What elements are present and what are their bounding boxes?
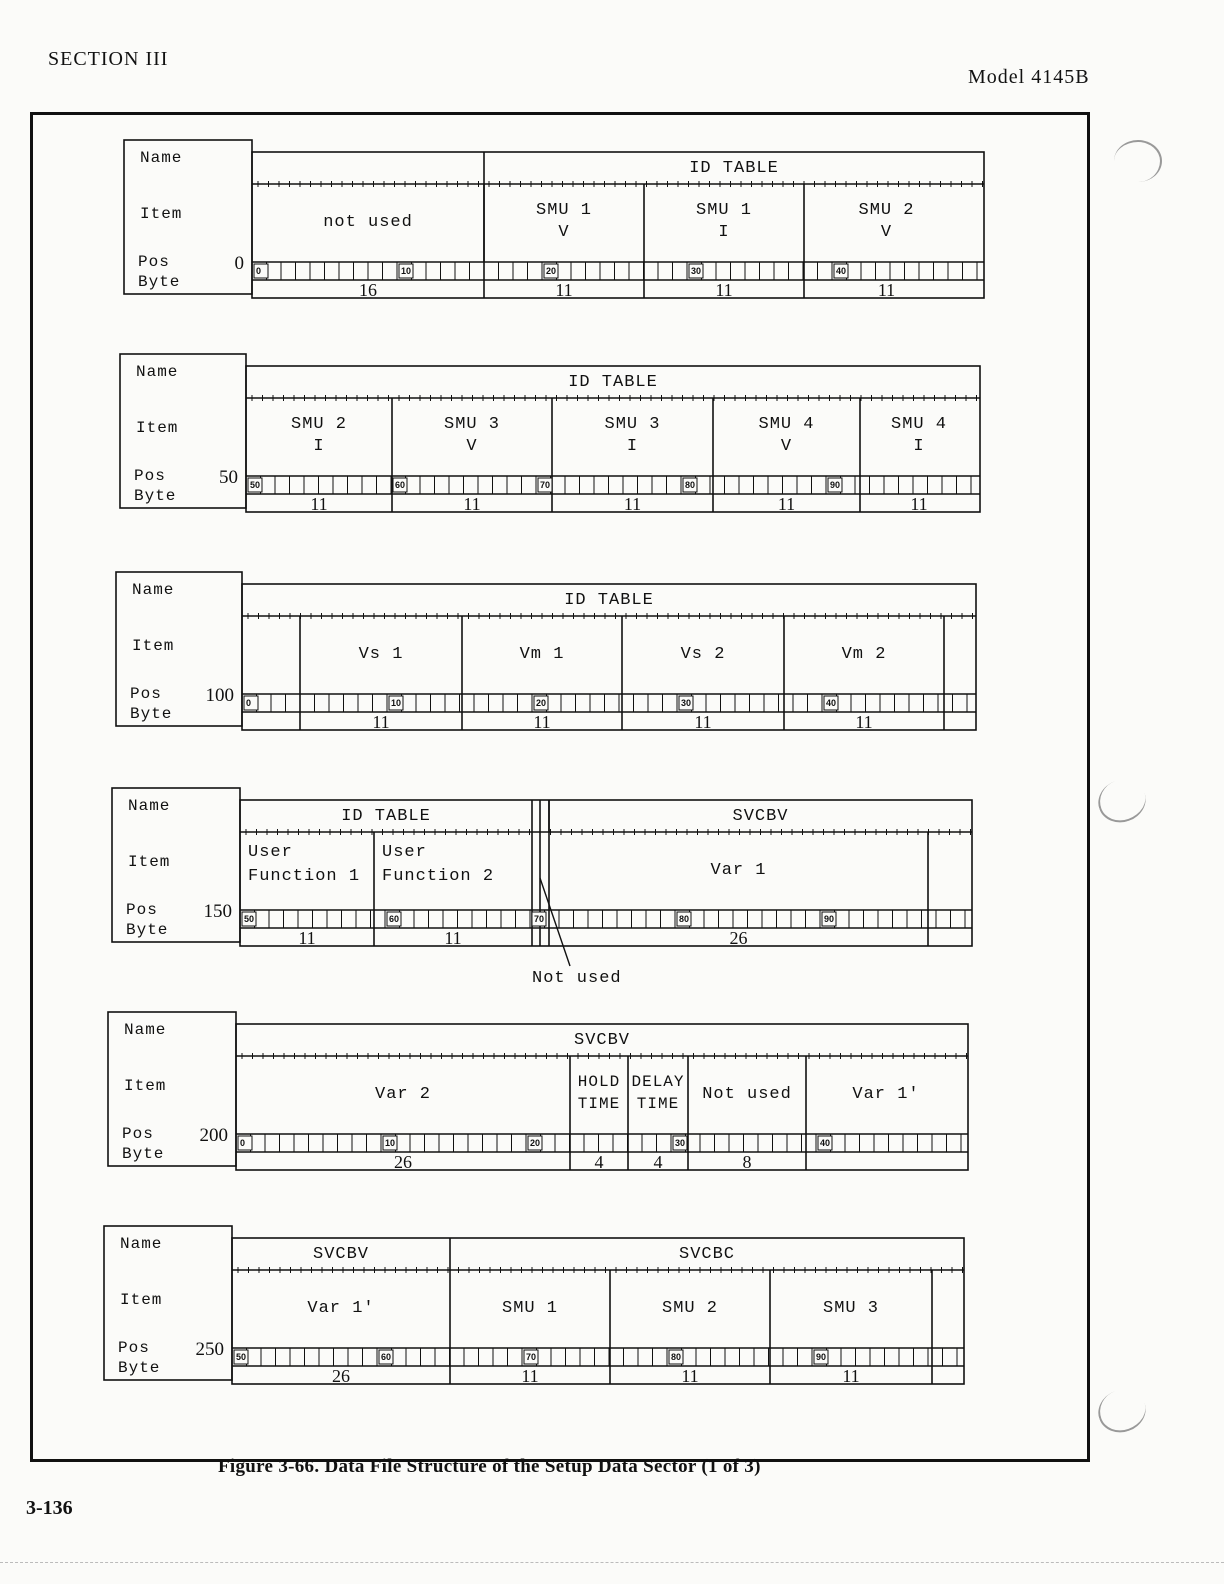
field-name: SMU 2: [661, 1299, 719, 1318]
position-marker: 80: [685, 480, 696, 490]
name-label: Name: [136, 363, 179, 381]
record-block: [116, 572, 976, 730]
binder-hole-mark: [1092, 1383, 1151, 1439]
record-block: [120, 354, 980, 512]
field-name: HOLD: [577, 1073, 621, 1091]
byte-label: Byte: [118, 1359, 161, 1377]
position-marker: 60: [395, 480, 406, 490]
byte-count: 11: [298, 928, 316, 948]
field-name: not used: [323, 213, 413, 232]
group-title: ID TABLE: [564, 591, 654, 610]
unused-note: Not used: [532, 969, 622, 988]
item-label: Item: [136, 419, 179, 437]
position-marker: 30: [675, 1138, 686, 1148]
position-marker: 80: [671, 1352, 682, 1362]
byte-count: 11: [555, 280, 573, 300]
record-block: [124, 140, 984, 298]
name-label: Name: [128, 797, 171, 815]
position-marker: 0: [256, 266, 262, 276]
position-marker: 20: [530, 1138, 541, 1148]
position-marker: 50: [250, 480, 261, 490]
field-name: Vs 1: [358, 645, 404, 664]
byte-count: 4: [594, 1152, 604, 1172]
position-marker: 10: [391, 698, 402, 708]
byte-label: Byte: [126, 921, 169, 939]
field-name: SMU 2: [858, 201, 915, 220]
position-marker: 50: [244, 914, 255, 924]
byte-count: 11: [694, 712, 712, 732]
field-subname: I: [913, 437, 925, 456]
group-title: SVCBV: [312, 1245, 370, 1264]
figure-caption: Figure 3-66. Data File Structure of the Setup Data Sector (1 of 3): [218, 1456, 761, 1477]
field-name: SMU 1: [695, 201, 753, 220]
field-subname: Function 1: [248, 867, 361, 886]
field-name: User: [248, 843, 293, 862]
byte-count: 11: [623, 494, 642, 514]
position-marker: 70: [534, 914, 545, 924]
field-name: Var 1': [852, 1085, 920, 1104]
start-position: 200: [199, 1125, 228, 1146]
start-position: 50: [219, 467, 238, 488]
name-label: Name: [120, 1235, 163, 1253]
position-marker: 90: [830, 480, 841, 490]
position-marker: 60: [381, 1352, 392, 1362]
field-name: Var 2: [374, 1085, 432, 1104]
byte-count: 11: [310, 494, 328, 514]
group-title: SVCBV: [732, 807, 789, 826]
byte-count: 11: [910, 494, 928, 514]
item-label: Item: [140, 205, 183, 223]
group-title: ID TABLE: [341, 807, 431, 826]
field-name: Vm 1: [519, 645, 565, 664]
field-name: Var 1': [307, 1299, 375, 1318]
pos-label: Pos: [122, 1125, 154, 1143]
pos-label: Pos: [130, 685, 162, 703]
field-subname: Function 2: [382, 867, 495, 886]
group-title: SVCBC: [678, 1245, 736, 1264]
page-edge: [0, 1562, 1224, 1563]
position-marker: 40: [836, 266, 847, 276]
item-label: Item: [124, 1077, 167, 1095]
record-block: [104, 1226, 964, 1384]
page-number: 3-136: [26, 1497, 73, 1519]
position-marker: 10: [401, 266, 412, 276]
byte-count: 11: [463, 494, 481, 514]
byte-count: 11: [855, 712, 873, 732]
byte-count: 26: [332, 1366, 350, 1386]
position-marker: 20: [546, 266, 557, 276]
byte-label: Byte: [122, 1145, 165, 1163]
record-block: [112, 788, 972, 988]
field-name: SMU 3: [443, 415, 501, 434]
field-name: SMU 2: [290, 415, 348, 434]
field-subname: I: [718, 223, 730, 242]
position-marker: 50: [236, 1352, 247, 1362]
position-marker: 70: [540, 480, 551, 490]
start-position: 150: [203, 901, 232, 922]
group-title: SVCBV: [573, 1031, 631, 1050]
field-subname: V: [780, 437, 793, 456]
model-number: Model 4145B: [968, 66, 1090, 88]
field-name: SMU 3: [822, 1299, 880, 1318]
field-subname: TIME: [577, 1095, 621, 1113]
byte-count: 26: [729, 928, 748, 948]
position-marker: 0: [246, 698, 252, 708]
group-title: ID TABLE: [689, 159, 779, 178]
byte-count: 11: [444, 928, 462, 948]
name-label: Name: [124, 1021, 167, 1039]
start-position: 100: [205, 685, 234, 706]
field-name: Var 1: [710, 861, 767, 880]
position-marker: 60: [389, 914, 400, 924]
position-marker: 90: [816, 1352, 827, 1362]
field-name: DELAY: [631, 1073, 685, 1091]
name-label: Name: [140, 149, 183, 167]
start-position: 0: [234, 253, 244, 274]
group-title: ID TABLE: [568, 373, 658, 392]
byte-count: 11: [533, 712, 551, 732]
byte-count: 26: [394, 1152, 412, 1172]
field-name: Vs 2: [680, 645, 726, 664]
field-name: SMU 4: [758, 415, 815, 434]
field-subname: V: [558, 223, 570, 242]
field-subname: TIME: [636, 1095, 680, 1113]
pos-label: Pos: [118, 1339, 150, 1357]
field-name: SMU 4: [890, 415, 948, 434]
record-block: [108, 1012, 968, 1170]
position-marker: 0: [240, 1138, 246, 1148]
field-name: Vm 2: [841, 645, 887, 664]
position-marker: 20: [536, 698, 547, 708]
section-heading: SECTION III: [48, 48, 169, 70]
pos-label: Pos: [138, 253, 170, 271]
field-name: SMU 1: [535, 201, 593, 220]
field-name: User: [382, 843, 427, 862]
byte-count: 11: [372, 712, 390, 732]
field-subname: V: [466, 437, 478, 456]
pos-label: Pos: [126, 901, 158, 919]
name-label: Name: [132, 581, 175, 599]
position-marker: 40: [826, 698, 837, 708]
byte-count: 11: [521, 1366, 539, 1386]
binder-hole-mark: [1092, 773, 1151, 829]
byte-count: 8: [742, 1152, 752, 1172]
byte-count: 11: [842, 1366, 860, 1386]
position-marker: 30: [691, 266, 702, 276]
byte-label: Byte: [134, 487, 177, 505]
item-label: Item: [120, 1291, 163, 1309]
item-label: Item: [128, 853, 171, 871]
byte-label: Byte: [130, 705, 173, 723]
byte-count: 16: [359, 280, 377, 300]
byte-count: 11: [681, 1366, 699, 1386]
position-marker: 40: [820, 1138, 831, 1148]
item-label: Item: [132, 637, 175, 655]
byte-count: 11: [777, 494, 796, 514]
pos-label: Pos: [134, 467, 166, 485]
byte-label: Byte: [138, 273, 181, 291]
field-subname: I: [626, 437, 639, 456]
field-name: SMU 1: [501, 1299, 559, 1318]
byte-count: 11: [877, 280, 896, 300]
field-name: SMU 3: [604, 415, 661, 434]
byte-count: 11: [715, 280, 733, 300]
position-marker: 90: [824, 914, 835, 924]
start-position: 250: [195, 1339, 224, 1360]
byte-count: 4: [653, 1152, 663, 1172]
position-marker: 80: [679, 914, 690, 924]
binder-hole-mark: [1114, 140, 1162, 182]
position-marker: 30: [681, 698, 692, 708]
position-marker: 70: [526, 1352, 537, 1362]
position-marker: 10: [385, 1138, 396, 1148]
field-subname: I: [313, 437, 325, 456]
field-name: Not used: [702, 1085, 792, 1104]
field-subname: V: [880, 223, 893, 242]
